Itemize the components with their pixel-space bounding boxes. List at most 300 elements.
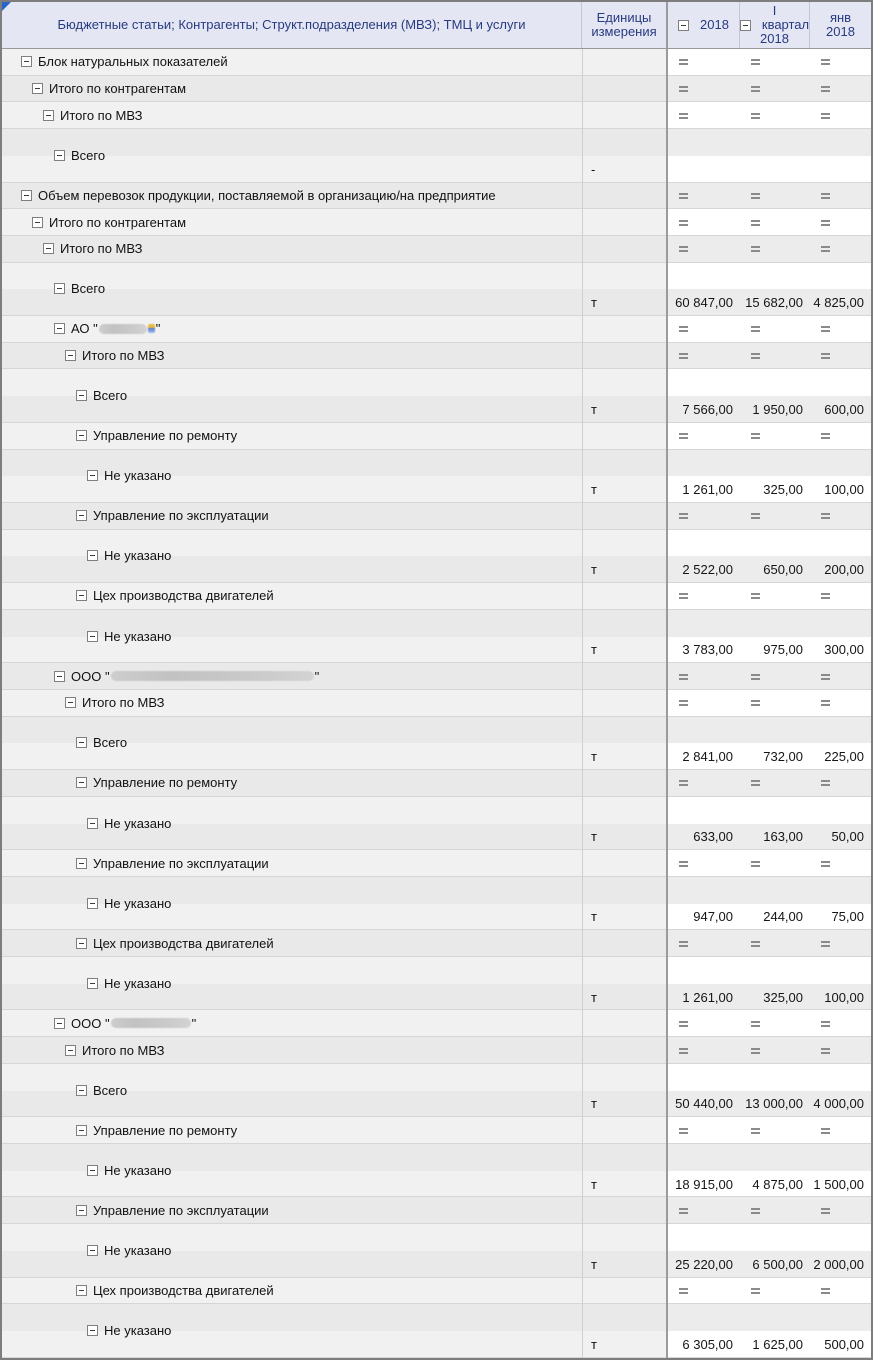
row-label: Не указано xyxy=(104,1242,172,1258)
collapse-icon[interactable] xyxy=(76,1285,87,1296)
tree-row xyxy=(2,450,871,503)
value-cell[interactable] xyxy=(740,1251,810,1278)
collapsed-values-cell[interactable] xyxy=(668,343,740,370)
value-cell[interactable] xyxy=(668,637,740,664)
tree-row xyxy=(2,1010,871,1037)
unit-cell[interactable]: т xyxy=(591,562,597,578)
cell-value: 1 261,00 xyxy=(682,482,733,498)
row-label-cell[interactable] xyxy=(2,503,582,529)
collapsed-values-cell[interactable] xyxy=(668,1037,740,1064)
row-label: ООО " " xyxy=(71,1015,197,1031)
cell-value: 2 841,00 xyxy=(682,749,733,765)
cell-value: 6 305,00 xyxy=(682,1336,733,1352)
value-cell[interactable] xyxy=(810,637,871,664)
collapse-icon[interactable] xyxy=(21,190,32,201)
collapsed-values-cell[interactable] xyxy=(810,930,871,957)
row-label: Всего xyxy=(71,147,106,163)
collapse-icon[interactable] xyxy=(76,777,87,788)
collapsed-column-marker-icon xyxy=(821,780,830,786)
collapse-icon[interactable] xyxy=(43,243,54,254)
row-values xyxy=(668,770,871,797)
collapsed-values-cell[interactable] xyxy=(668,183,740,210)
collapsed-values-cell[interactable] xyxy=(668,209,740,236)
value-cell[interactable] xyxy=(810,289,871,316)
collapsed-values-cell[interactable] xyxy=(668,583,740,610)
row-values xyxy=(668,423,871,450)
row-label-cell[interactable] xyxy=(2,209,582,235)
collapse-icon[interactable] xyxy=(54,283,65,294)
unit-cell[interactable]: т xyxy=(591,909,597,925)
tree-row xyxy=(2,1278,871,1305)
row-label-cell[interactable] xyxy=(2,1197,582,1223)
collapsed-column-marker-icon xyxy=(751,353,760,359)
tree-row xyxy=(2,1064,871,1117)
collapsed-values-cell[interactable] xyxy=(810,583,871,610)
collapsed-column-marker-icon xyxy=(679,674,688,680)
row-label: Не указано xyxy=(104,628,172,644)
row-label-cell[interactable] xyxy=(2,663,582,689)
row-label-cell[interactable] xyxy=(2,690,582,716)
collapse-icon[interactable] xyxy=(76,430,87,441)
value-cell[interactable] xyxy=(740,156,810,183)
row-label-cell[interactable] xyxy=(2,957,582,1009)
value-cell[interactable] xyxy=(740,1091,810,1118)
column-divider-heavy xyxy=(666,2,668,1358)
collapsed-values-cell[interactable] xyxy=(810,503,871,530)
table-header xyxy=(2,2,871,49)
collapsed-values-cell[interactable] xyxy=(740,583,810,610)
column-header-text: квартал xyxy=(761,17,810,32)
value-cell[interactable] xyxy=(668,904,740,931)
collapsed-values-cell[interactable] xyxy=(668,1278,740,1305)
row-label-cell[interactable] xyxy=(2,1304,582,1356)
value-cell[interactable] xyxy=(740,289,810,316)
collapsed-values-cell[interactable] xyxy=(740,102,810,129)
collapse-icon[interactable] xyxy=(76,858,87,869)
collapsed-column-marker-icon xyxy=(679,326,688,332)
row-label-cell[interactable] xyxy=(2,102,582,128)
collapsed-values-cell[interactable] xyxy=(740,209,810,236)
tree-row xyxy=(2,76,871,103)
collapsed-column-marker-icon xyxy=(751,674,760,680)
collapsed-values-cell[interactable] xyxy=(810,316,871,343)
row-label-cell[interactable] xyxy=(2,1037,582,1063)
collapsed-column-marker-icon xyxy=(751,193,760,199)
value-cell[interactable] xyxy=(668,476,740,503)
value-cell[interactable] xyxy=(740,1331,810,1358)
column-header-jan-2018[interactable] xyxy=(810,2,871,48)
collapsed-column-marker-icon xyxy=(679,1048,688,1054)
cell-value: 13 000,00 xyxy=(745,1096,803,1112)
value-cell[interactable] xyxy=(668,289,740,316)
row-label-cell[interactable] xyxy=(2,583,582,609)
cell-value: 60 847,00 xyxy=(675,295,733,311)
unit-cell[interactable]: т xyxy=(591,1256,597,1272)
collapse-icon[interactable] xyxy=(54,671,65,682)
collapsed-values-cell[interactable] xyxy=(810,1010,871,1037)
value-cell[interactable] xyxy=(810,1091,871,1118)
row-label: Управление по ремонту xyxy=(93,775,238,791)
collapse-icon[interactable] xyxy=(65,1045,76,1056)
column-header-rows[interactable] xyxy=(2,2,582,48)
collapsed-values-cell[interactable] xyxy=(668,49,740,76)
value-cell[interactable] xyxy=(810,743,871,770)
value-cell[interactable] xyxy=(740,556,810,583)
collapsed-column-marker-icon xyxy=(821,861,830,867)
collapsed-column-marker-icon xyxy=(821,220,830,226)
value-cell[interactable] xyxy=(740,904,810,931)
collapse-icon[interactable] xyxy=(32,83,43,94)
table-body xyxy=(2,49,871,1358)
row-values xyxy=(668,503,871,530)
row-stripe-data xyxy=(666,717,871,744)
value-cell[interactable] xyxy=(668,1251,740,1278)
collapsed-values-cell[interactable] xyxy=(740,1117,810,1144)
row-label-cell[interactable] xyxy=(2,263,582,315)
collapse-icon[interactable] xyxy=(740,20,751,31)
collapsed-column-marker-icon xyxy=(751,593,760,599)
row-values xyxy=(668,556,871,583)
row-label-cell[interactable] xyxy=(2,850,582,876)
value-cell[interactable] xyxy=(668,556,740,583)
collapse-icon[interactable] xyxy=(76,737,87,748)
collapse-icon[interactable] xyxy=(21,56,32,67)
collapsed-values-cell[interactable] xyxy=(810,236,871,263)
row-label-cell[interactable] xyxy=(2,717,582,769)
collapsed-values-cell[interactable] xyxy=(740,423,810,450)
collapse-icon[interactable] xyxy=(87,898,98,909)
column-header-q1-2018[interactable] xyxy=(740,2,810,48)
collapsed-values-cell[interactable] xyxy=(810,770,871,797)
collapsed-values-cell[interactable] xyxy=(740,663,810,690)
collapsed-values-cell[interactable] xyxy=(740,770,810,797)
collapsed-values-cell[interactable] xyxy=(668,1117,740,1144)
collapsed-values-cell[interactable] xyxy=(740,343,810,370)
collapsed-column-marker-icon xyxy=(821,1021,830,1027)
row-label-cell[interactable] xyxy=(2,183,582,209)
collapsed-values-cell[interactable] xyxy=(740,1197,810,1224)
cell-value: 25 220,00 xyxy=(675,1256,733,1272)
row-values xyxy=(668,102,871,129)
collapsed-values-cell[interactable] xyxy=(668,1197,740,1224)
collapsed-values-cell[interactable] xyxy=(810,102,871,129)
row-label: Итого по МВЗ xyxy=(82,695,165,711)
unit-cell[interactable]: т xyxy=(591,749,597,765)
value-cell[interactable] xyxy=(810,824,871,851)
tree-row xyxy=(2,129,871,182)
collapsed-column-marker-icon xyxy=(751,780,760,786)
unit-cell[interactable]: т xyxy=(591,402,597,418)
value-cell[interactable] xyxy=(740,476,810,503)
row-stripe-data xyxy=(666,1224,871,1251)
row-label-cell[interactable] xyxy=(2,1144,582,1196)
collapsed-values-cell[interactable] xyxy=(668,770,740,797)
value-cell[interactable] xyxy=(740,1171,810,1198)
row-label-cell[interactable] xyxy=(2,450,582,502)
row-label: Всего xyxy=(71,281,106,297)
unit-cell[interactable]: - xyxy=(591,161,596,177)
row-label-cell[interactable] xyxy=(2,423,582,449)
cell-value: 15 682,00 xyxy=(745,295,803,311)
collapse-icon[interactable] xyxy=(87,818,98,829)
collapsed-values-cell[interactable] xyxy=(810,423,871,450)
collapse-icon[interactable] xyxy=(76,1125,87,1136)
collapsed-values-cell[interactable] xyxy=(668,690,740,717)
row-values xyxy=(668,183,871,210)
collapsed-column-marker-icon xyxy=(821,113,830,119)
unit-cell[interactable]: т xyxy=(591,989,597,1005)
collapsed-values-cell[interactable] xyxy=(668,663,740,690)
value-cell[interactable] xyxy=(810,904,871,931)
value-cell[interactable] xyxy=(810,1331,871,1358)
column-header-rows-label: Бюджетные статьи; Контрагенты; Структ.подразделения (МВЗ); ТМЦ и услуги xyxy=(57,17,526,32)
collapsed-column-marker-icon xyxy=(821,246,830,252)
row-label: Итого по МВЗ xyxy=(60,241,143,257)
collapsed-values-cell[interactable] xyxy=(668,316,740,343)
row-label-cell[interactable] xyxy=(2,76,582,102)
row-label-cell[interactable] xyxy=(2,49,582,75)
collapsed-values-cell[interactable] xyxy=(668,1010,740,1037)
value-cell[interactable] xyxy=(810,156,871,183)
value-cell[interactable] xyxy=(810,556,871,583)
collapsed-values-cell[interactable] xyxy=(810,1117,871,1144)
unit-cell[interactable]: т xyxy=(591,829,597,845)
value-cell[interactable] xyxy=(668,824,740,851)
row-label-cell[interactable] xyxy=(2,1117,582,1143)
unit-cell[interactable]: т xyxy=(591,1176,597,1192)
column-header-text: 2018 xyxy=(826,24,855,39)
value-cell[interactable] xyxy=(668,396,740,423)
collapse-icon[interactable] xyxy=(54,150,65,161)
value-cell[interactable] xyxy=(668,743,740,770)
cell-value: 50,00 xyxy=(831,829,864,845)
collapsed-column-marker-icon xyxy=(751,220,760,226)
collapsed-values-cell[interactable] xyxy=(668,503,740,530)
collapse-icon[interactable] xyxy=(87,631,98,642)
row-label-cell[interactable] xyxy=(2,369,582,421)
cell-value: 163,00 xyxy=(763,829,803,845)
column-header-line xyxy=(760,32,789,46)
collapsed-values-cell[interactable] xyxy=(810,850,871,877)
collapsed-values-cell[interactable] xyxy=(740,49,810,76)
tree-row xyxy=(2,209,871,236)
row-values xyxy=(668,1010,871,1037)
row-label: Не указано xyxy=(104,1322,172,1338)
collapsed-values-cell[interactable] xyxy=(740,183,810,210)
collapsed-values-cell[interactable] xyxy=(740,930,810,957)
value-cell[interactable] xyxy=(740,396,810,423)
row-label-cell[interactable] xyxy=(2,343,582,369)
collapse-icon[interactable] xyxy=(76,390,87,401)
collapsed-values-cell[interactable] xyxy=(810,1278,871,1305)
collapsed-values-cell[interactable] xyxy=(810,343,871,370)
unit-cell[interactable]: т xyxy=(591,1096,597,1112)
row-label-cell[interactable] xyxy=(2,1010,582,1036)
column-header-year-2018[interactable] xyxy=(668,2,740,48)
row-label-cell[interactable] xyxy=(2,236,582,262)
row-label: Не указано xyxy=(104,975,172,991)
cell-value: 732,00 xyxy=(763,749,803,765)
row-values xyxy=(668,1091,871,1118)
collapsed-values-cell[interactable] xyxy=(740,503,810,530)
row-label: Всего xyxy=(93,388,128,404)
value-cell[interactable] xyxy=(668,1331,740,1358)
collapse-icon[interactable] xyxy=(678,20,689,31)
row-values xyxy=(668,316,871,343)
column-header-units[interactable] xyxy=(582,2,666,48)
tree-row xyxy=(2,850,871,877)
collapse-icon[interactable] xyxy=(65,697,76,708)
row-label-cell[interactable] xyxy=(2,316,582,342)
value-cell[interactable] xyxy=(810,396,871,423)
column-header-line xyxy=(773,4,777,18)
cell-value: 4 825,00 xyxy=(813,295,864,311)
value-cell[interactable] xyxy=(810,1171,871,1198)
tree-row xyxy=(2,690,871,717)
cell-value: 244,00 xyxy=(763,909,803,925)
collapsed-column-marker-icon xyxy=(821,1128,830,1134)
collapsed-column-marker-icon xyxy=(751,1048,760,1054)
cell-value: 18 915,00 xyxy=(675,1176,733,1192)
column-header-text: I xyxy=(772,3,777,18)
collapsed-values-cell[interactable] xyxy=(810,1037,871,1064)
row-values xyxy=(668,930,871,957)
tree-row xyxy=(2,717,871,770)
value-cell[interactable] xyxy=(810,984,871,1011)
collapsed-column-marker-icon xyxy=(679,353,688,359)
collapse-icon[interactable] xyxy=(87,470,98,481)
tree-row xyxy=(2,1144,871,1197)
row-stripe-data xyxy=(666,610,871,637)
row-label-cell[interactable] xyxy=(2,930,582,956)
select-all-corner-icon[interactable] xyxy=(2,2,11,11)
row-values xyxy=(668,1331,871,1358)
cell-value: 947,00 xyxy=(693,909,733,925)
collapsed-values-cell[interactable] xyxy=(668,76,740,103)
collapsed-values-cell[interactable] xyxy=(810,690,871,717)
tree-row xyxy=(2,369,871,422)
row-label-cell[interactable] xyxy=(2,129,582,181)
row-label-cell[interactable] xyxy=(2,610,582,662)
collapsed-values-cell[interactable] xyxy=(810,76,871,103)
collapse-icon[interactable] xyxy=(87,978,98,989)
collapsed-values-cell[interactable] xyxy=(740,76,810,103)
collapse-icon[interactable] xyxy=(76,938,87,949)
value-cell[interactable] xyxy=(668,984,740,1011)
collapse-icon[interactable] xyxy=(65,350,76,361)
row-label-cell[interactable] xyxy=(2,877,582,929)
collapse-icon[interactable] xyxy=(54,323,65,334)
collapsed-values-cell[interactable] xyxy=(740,236,810,263)
collapse-icon[interactable] xyxy=(87,1245,98,1256)
collapsed-values-cell[interactable] xyxy=(810,663,871,690)
collapse-icon[interactable] xyxy=(32,217,43,228)
unit-cell[interactable]: т xyxy=(591,295,597,311)
collapse-icon[interactable] xyxy=(76,510,87,521)
column-header-line xyxy=(678,18,729,32)
collapse-icon[interactable] xyxy=(76,1085,87,1096)
collapsed-column-marker-icon xyxy=(751,513,760,519)
collapsed-values-cell[interactable] xyxy=(668,423,740,450)
column-header-line xyxy=(740,18,809,32)
tree-row xyxy=(2,183,871,210)
value-cell[interactable] xyxy=(668,1091,740,1118)
collapsed-values-cell[interactable] xyxy=(668,850,740,877)
tree-row xyxy=(2,770,871,797)
collapsed-values-cell[interactable] xyxy=(740,316,810,343)
row-label-cell[interactable] xyxy=(2,1064,582,1116)
collapsed-column-marker-icon xyxy=(679,1128,688,1134)
tree-row xyxy=(2,797,871,850)
row-values xyxy=(668,1037,871,1064)
collapse-icon[interactable] xyxy=(87,550,98,561)
value-cell[interactable] xyxy=(740,824,810,851)
row-label: Итого по МВЗ xyxy=(82,348,165,364)
value-cell[interactable] xyxy=(740,743,810,770)
row-values xyxy=(668,209,871,236)
row-label-cell[interactable] xyxy=(2,797,582,849)
cell-value: 50 440,00 xyxy=(675,1096,733,1112)
tree-row xyxy=(2,102,871,129)
collapsed-column-marker-icon xyxy=(679,246,688,252)
row-stripe-data xyxy=(666,1304,871,1331)
row-label-cell[interactable] xyxy=(2,770,582,796)
row-label: Блок натуральных показателей xyxy=(38,54,228,70)
tree-row xyxy=(2,610,871,663)
collapsed-column-marker-icon xyxy=(821,674,830,680)
cell-value: 200,00 xyxy=(824,562,864,578)
unit-cell[interactable]: т xyxy=(591,642,597,658)
collapsed-values-cell[interactable] xyxy=(668,236,740,263)
collapsed-values-cell[interactable] xyxy=(810,1197,871,1224)
unit-cell[interactable]: т xyxy=(591,1336,597,1352)
tree-row xyxy=(2,583,871,610)
value-cell[interactable] xyxy=(740,984,810,1011)
row-label-cell[interactable] xyxy=(2,1278,582,1304)
collapsed-values-cell[interactable] xyxy=(810,183,871,210)
collapsed-values-cell[interactable] xyxy=(740,850,810,877)
row-label-cell[interactable] xyxy=(2,530,582,582)
value-cell[interactable] xyxy=(810,1251,871,1278)
collapse-icon[interactable] xyxy=(43,110,54,121)
row-stripe-data xyxy=(666,957,871,984)
value-cell[interactable] xyxy=(740,637,810,664)
redaction-artifact xyxy=(148,324,155,333)
value-cell[interactable] xyxy=(668,1171,740,1198)
value-cell[interactable] xyxy=(668,156,740,183)
collapse-icon[interactable] xyxy=(87,1165,98,1176)
unit-cell[interactable]: т xyxy=(591,482,597,498)
row-label: Всего xyxy=(93,735,128,751)
collapsed-values-cell[interactable] xyxy=(668,102,740,129)
collapsed-values-cell[interactable] xyxy=(740,1010,810,1037)
row-label-cell[interactable] xyxy=(2,1224,582,1276)
collapsed-values-cell[interactable] xyxy=(668,930,740,957)
value-cell[interactable] xyxy=(810,476,871,503)
column-header-text: янв xyxy=(829,10,852,25)
row-values xyxy=(668,156,871,183)
collapsed-values-cell[interactable] xyxy=(740,1278,810,1305)
collapse-icon[interactable] xyxy=(76,1205,87,1216)
collapsed-values-cell[interactable] xyxy=(810,49,871,76)
collapsed-values-cell[interactable] xyxy=(740,690,810,717)
collapsed-values-cell[interactable] xyxy=(810,209,871,236)
collapse-icon[interactable] xyxy=(87,1325,98,1336)
collapse-icon[interactable] xyxy=(54,1018,65,1029)
cell-value: 500,00 xyxy=(824,1336,864,1352)
collapsed-values-cell[interactable] xyxy=(740,1037,810,1064)
collapse-icon[interactable] xyxy=(76,590,87,601)
